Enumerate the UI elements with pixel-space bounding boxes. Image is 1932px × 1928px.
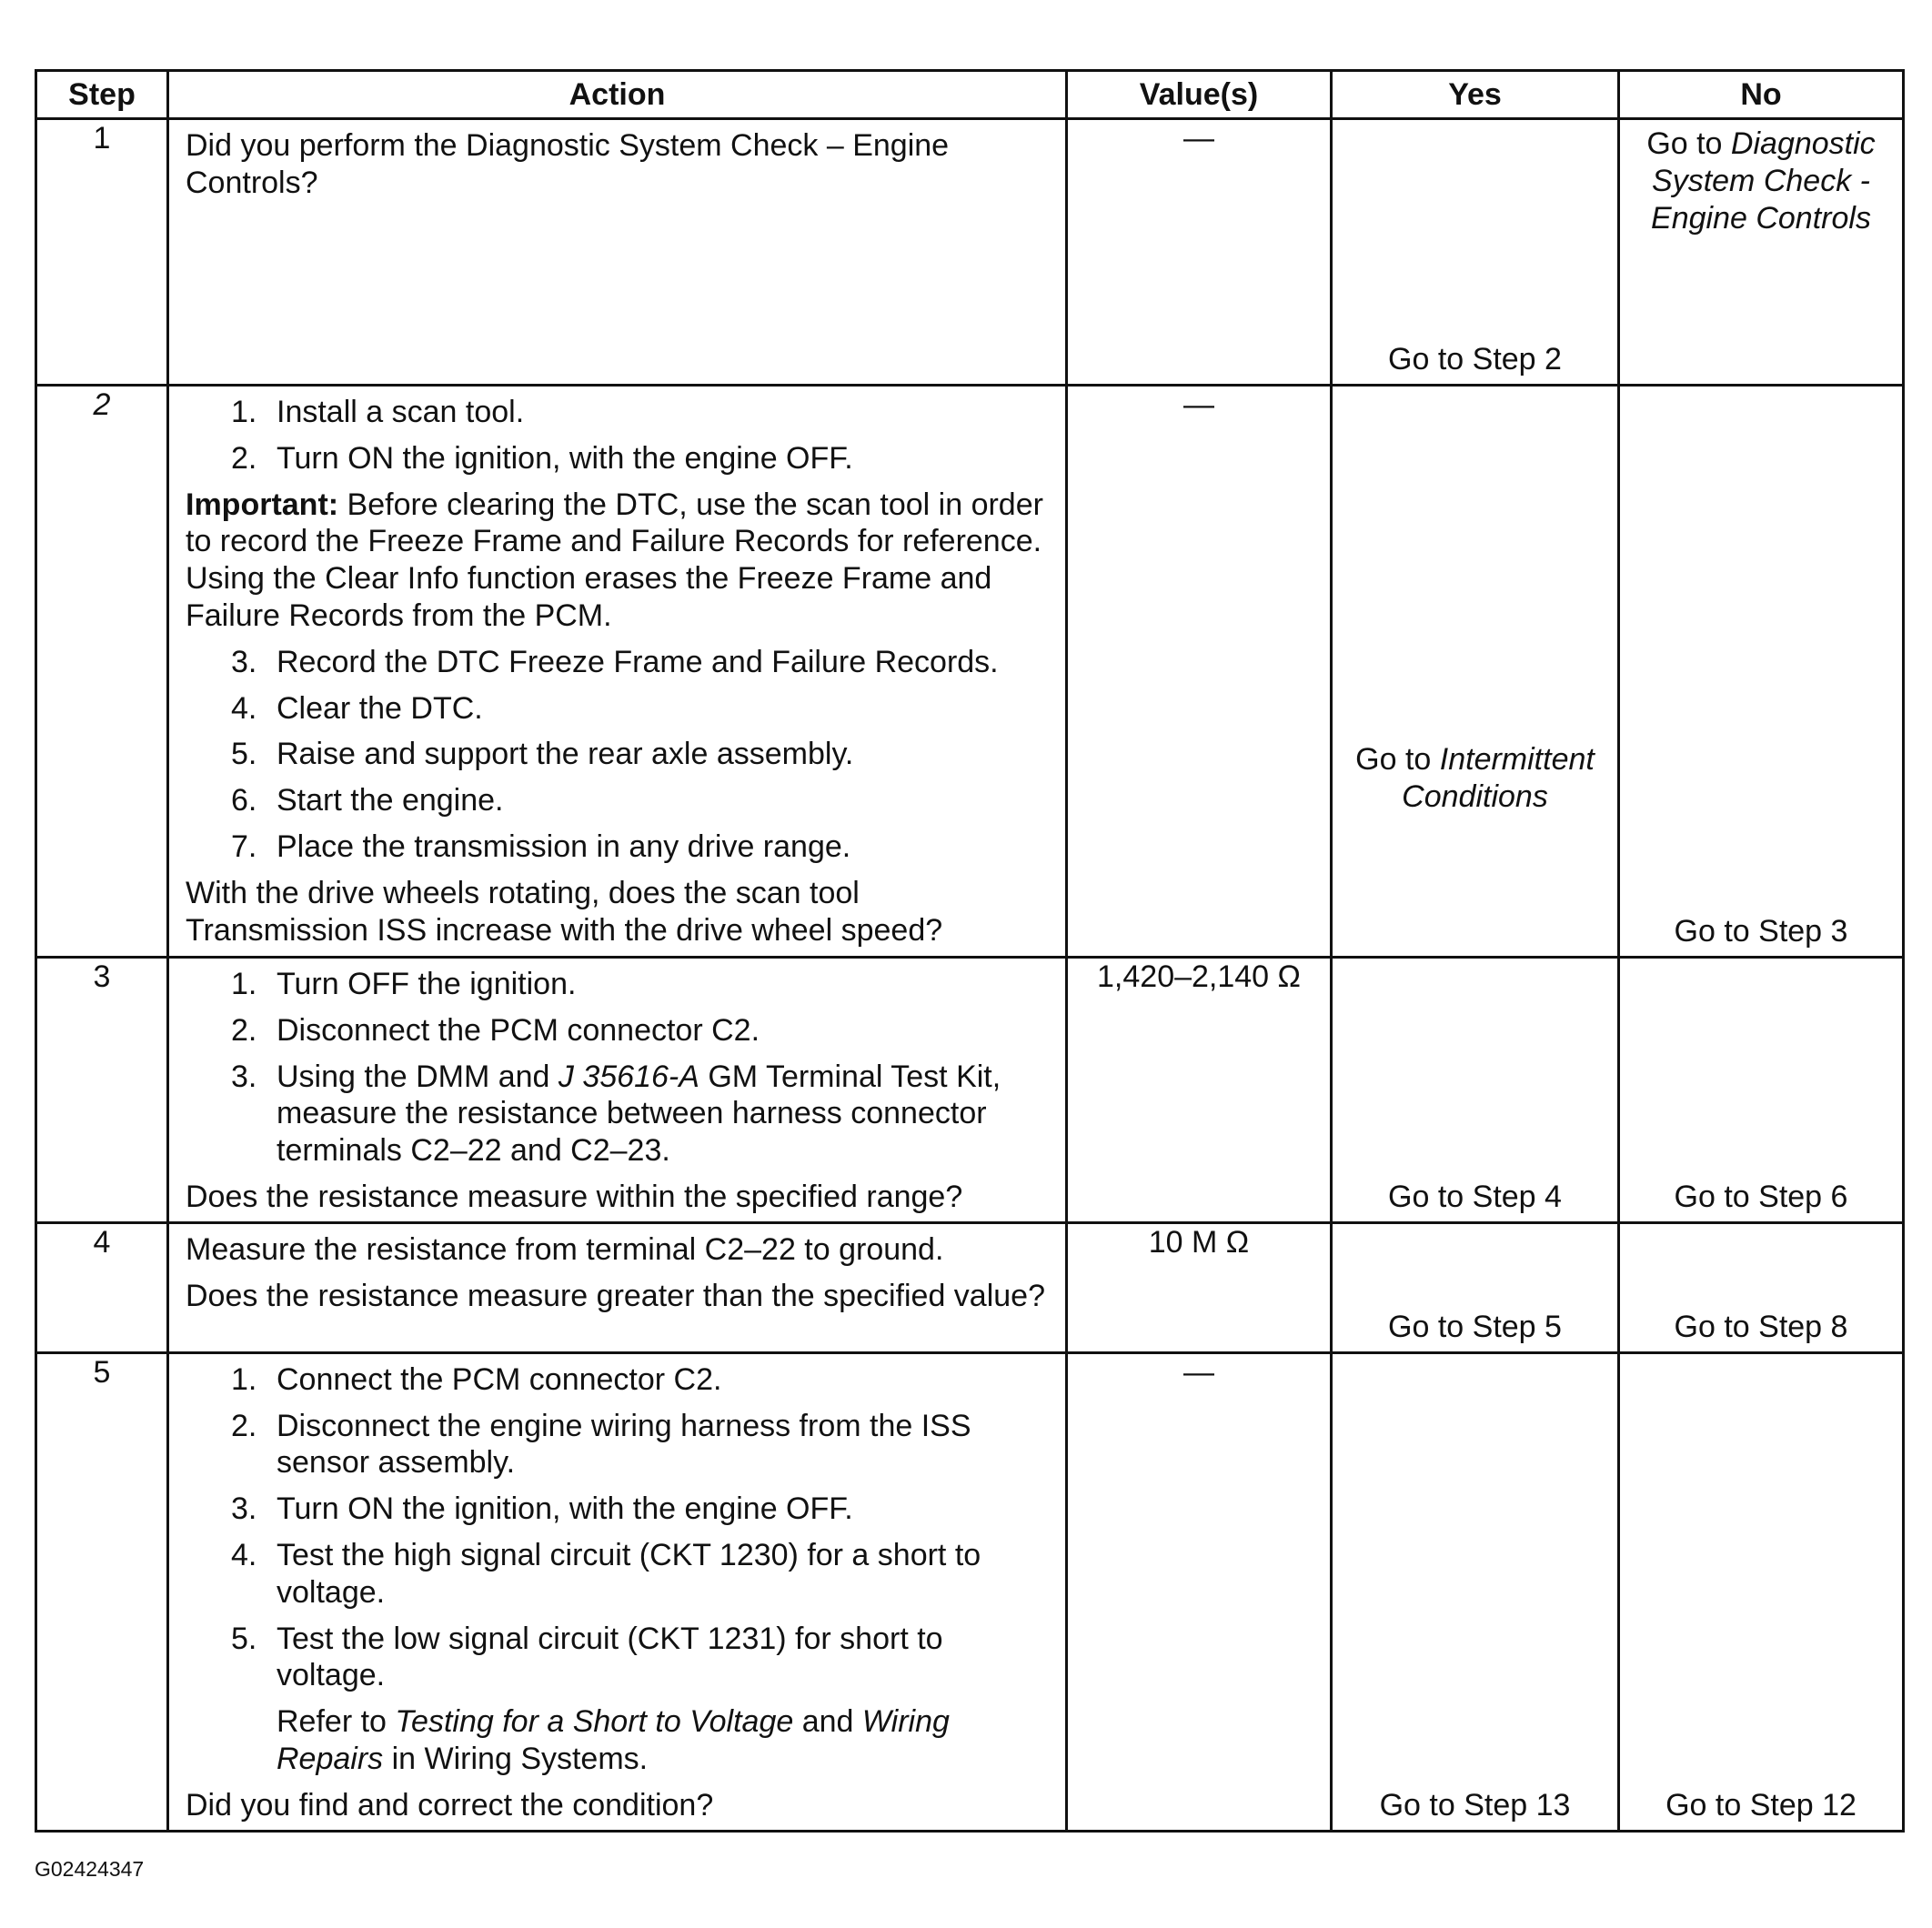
- action-list: [186, 644, 1049, 866]
- reference-note: Refer to Testing for a Short to Voltage and Wiring Repairs in Wiring Systems.: [277, 1704, 950, 1776]
- action-question: Did you find and correct the condition?: [186, 1787, 714, 1823]
- table-row-step-4: [36, 1222, 1904, 1352]
- yes-cell: [1332, 119, 1619, 386]
- value-cell: —: [1067, 119, 1332, 386]
- value-cell: —: [1067, 1352, 1332, 1831]
- action-text: Measure the resistance from terminal C2–22 to ground.: [186, 1231, 944, 1267]
- table-row-step-3: [36, 958, 1904, 1223]
- value-cell: —: [1067, 386, 1332, 958]
- no-cell: [1619, 119, 1904, 386]
- action-list: [186, 966, 1049, 1170]
- action-question: Does the resistance measure greater than the specified value?: [186, 1278, 1045, 1313]
- header-yes: Yes: [1332, 71, 1619, 119]
- header-values: Value(s): [1067, 71, 1332, 119]
- yes-cell: [1332, 1222, 1619, 1352]
- table-row-step-1: [36, 119, 1904, 386]
- list-item: 4. Test the high signal circuit (CKT 1230) for a short to voltage.: [231, 1537, 981, 1610]
- header-action: Action: [168, 71, 1067, 119]
- list-item: 6. Start the engine.: [231, 783, 504, 818]
- no-goto: Go to Step 8: [1674, 1309, 1848, 1344]
- list-item: 5. Raise and support the rear axle assembly.: [231, 737, 854, 772]
- list-item: 2. Turn ON the ignition, with the engine OFF.: [231, 440, 853, 476]
- list-item: 2. Disconnect the engine wiring harness from the ISS sensor assembly.: [231, 1408, 971, 1481]
- header-step: Step: [36, 71, 168, 119]
- value-cell: 1,420–2,140 Ω: [1067, 958, 1332, 1223]
- no-cell: [1619, 1222, 1904, 1352]
- step-number: 2: [36, 386, 168, 958]
- action-list: [186, 394, 1049, 477]
- table-row-step-5: [36, 1352, 1904, 1831]
- no-cell: [1619, 386, 1904, 958]
- no-goto: Go to Diagnostic System Check - Engine Controls: [1646, 126, 1876, 236]
- yes-goto: Go to Step 13: [1379, 1787, 1571, 1823]
- list-item: 1. Install a scan tool.: [231, 395, 525, 429]
- action-text: Did you perform the Diagnostic System Check – Engine Controls?: [186, 128, 950, 200]
- figure-id: G02424347: [35, 1857, 145, 1881]
- yes-cell: [1332, 958, 1619, 1223]
- list-item: 2. Disconnect the PCM connector C2.: [231, 1012, 760, 1048]
- list-item: 4. Clear the DTC.: [231, 690, 483, 726]
- list-item: 1. Turn OFF the ignition.: [231, 967, 577, 1001]
- yes-goto: Go to Step 2: [1388, 342, 1562, 377]
- list-item: 7. Place the transmission in any drive range.: [231, 828, 851, 864]
- yes-cell: [1332, 386, 1619, 958]
- header-no: No: [1619, 71, 1904, 119]
- no-cell: [1619, 958, 1904, 1223]
- header-row: [36, 71, 1904, 119]
- step-number: 4: [36, 1222, 168, 1352]
- action-cell: [168, 1352, 1067, 1831]
- list-item: 5. Test the low signal circuit (CKT 1231) for short to voltage.: [231, 1621, 943, 1693]
- list-item: 3. Turn ON the ignition, with the engine OFF.: [231, 1491, 853, 1527]
- yes-goto: Go to Step 4: [1388, 1179, 1562, 1214]
- no-goto: Go to Step 3: [1674, 914, 1848, 949]
- list-item: 1. Connect the PCM connector C2.: [231, 1361, 722, 1397]
- step-number: 3: [36, 958, 168, 1223]
- yes-cell: [1332, 1352, 1619, 1831]
- diagnostic-table: [35, 69, 1905, 1833]
- list-item: 3. Record the DTC Freeze Frame and Failure Records.: [231, 644, 999, 679]
- yes-goto: Go to Intermittent Conditions: [1355, 742, 1595, 814]
- no-cell: [1619, 1352, 1904, 1831]
- no-goto: Go to Step 12: [1665, 1787, 1857, 1823]
- table-row-step-2: [36, 386, 1904, 958]
- action-cell: [168, 386, 1067, 958]
- important-note: Important: Before clearing the DTC, use the scan tool in order to record the Freeze Frame and Failure Records for reference. Using the Clear Info function erases the Freeze Frame and Failure Records from the PCM.: [186, 487, 1043, 633]
- action-question: Does the resistance measure within the specified range?: [186, 1179, 963, 1214]
- step-number: 1: [36, 119, 168, 386]
- value-cell: 10 M Ω: [1067, 1222, 1332, 1352]
- action-cell: [168, 958, 1067, 1223]
- no-goto: Go to Step 6: [1674, 1179, 1848, 1214]
- action-cell: [168, 119, 1067, 386]
- list-item: 3. Using the DMM and J 35616-A GM Terminal Test Kit, measure the resistance between harness connector terminals C2–22 and C2–23.: [231, 1059, 1001, 1169]
- step-number: 5: [36, 1352, 168, 1831]
- action-question: With the drive wheels rotating, does the scan tool Transmission ISS increase with the drive wheel speed?: [186, 875, 943, 948]
- action-list: [186, 1361, 1049, 1694]
- action-cell: [168, 1222, 1067, 1352]
- yes-goto: Go to Step 5: [1388, 1309, 1562, 1344]
